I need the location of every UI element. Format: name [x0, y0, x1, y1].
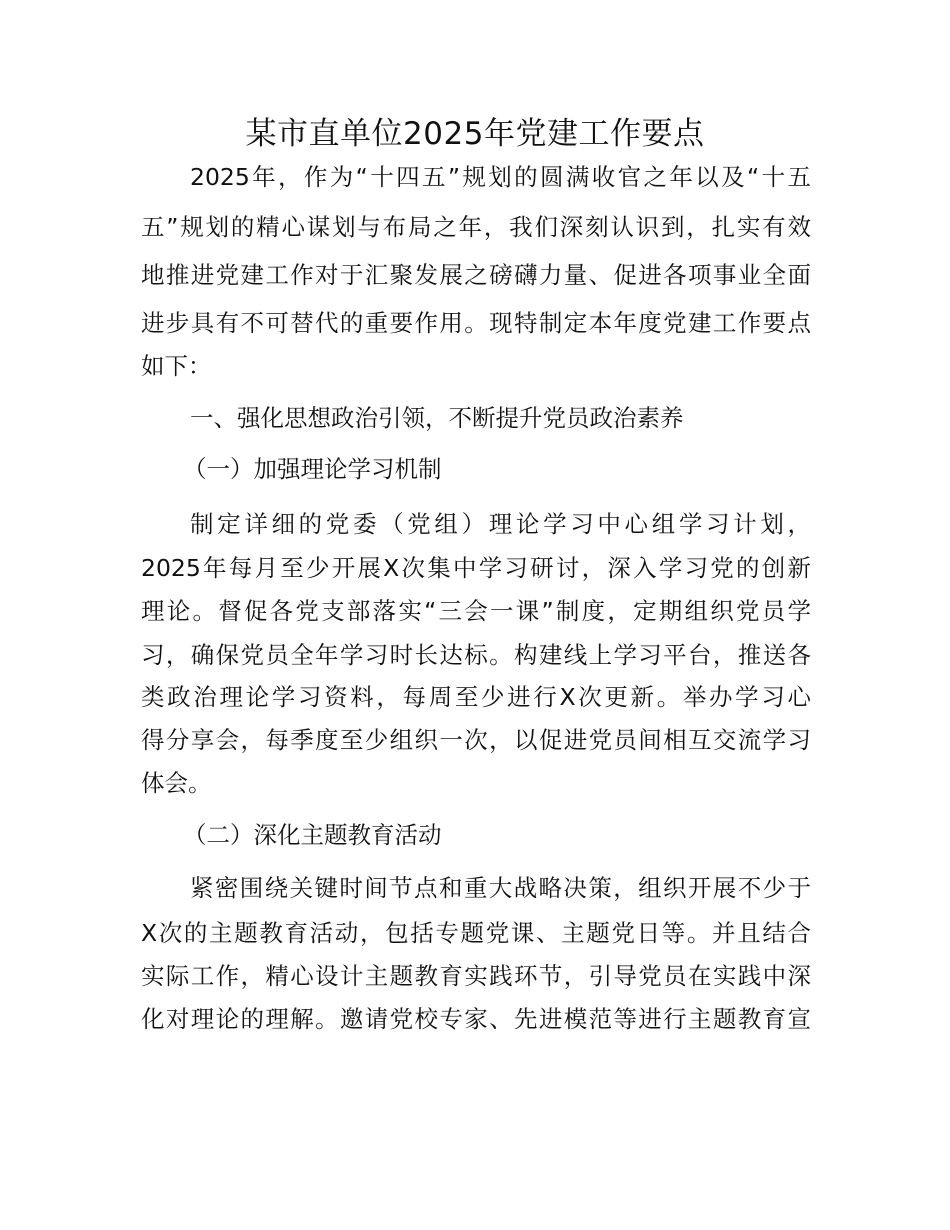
- paragraph-line: 得分享会，每季度至少组织一次，以促进党员间相互交流学习: [141, 726, 811, 754]
- paragraph-line: 2025年每月至少开展X次集中学习研讨，深入学习党的创新: [141, 554, 811, 582]
- subsection-heading: （二）深化主题教育活动: [183, 821, 442, 849]
- intro-line: 进步具有不可替代的重要作用。现特制定本年度党建工作要点: [141, 309, 811, 337]
- intro-line: 如下：: [141, 352, 212, 380]
- paragraph-line: 制定详细的党委（党组）理论学习中心组学习计划，: [190, 510, 811, 538]
- document-title: 某市直单位2025年党建工作要点: [245, 116, 705, 152]
- paragraph-line: 实际工作，精心设计主题教育实践环节，引导党员在实践中深: [141, 962, 811, 990]
- intro-line: 五”规划的精心谋划与布局之年，我们深刻认识到，扎实有效: [141, 213, 811, 241]
- paragraph-line: 紧密围绕关键时间节点和重大战略决策，组织开展不少于: [190, 874, 811, 902]
- paragraph-line: 体会。: [141, 769, 212, 797]
- paragraph-line: 理论。督促各党支部落实“三会一课”制度，定期组织党员学: [141, 597, 811, 625]
- paragraph-line: 化对理论的理解。邀请党校专家、先进模范等进行主题教育宣: [141, 1005, 811, 1033]
- paragraph-line: X次的主题教育活动，包括专题党课、主题党日等。并且结合: [141, 919, 811, 947]
- section-heading: 一、强化思想政治引领，不断提升党员政治素养: [190, 404, 684, 432]
- paragraph-line: 习，确保党员全年学习时长达标。构建线上学习平台，推送各: [141, 641, 811, 669]
- paragraph-line: 类政治理论学习资料，每周至少进行X次更新。举办学习心: [141, 683, 811, 711]
- intro-line: 2025年，作为“十四五”规划的圆满收官之年以及“十五: [190, 163, 811, 191]
- intro-line: 地推进党建工作对于汇聚发展之磅礴力量、促进各项事业全面: [141, 261, 811, 289]
- subsection-heading: （一）加强理论学习机制: [183, 455, 442, 483]
